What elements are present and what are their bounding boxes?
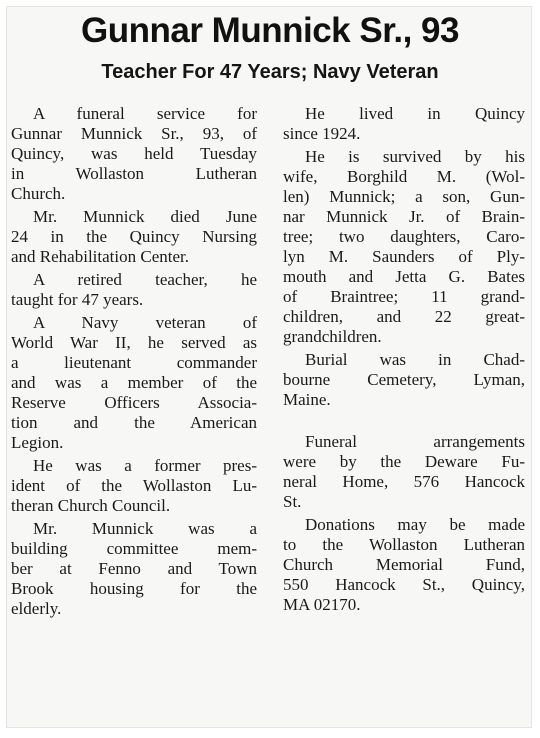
paragraph (11, 104, 257, 204)
text-line: 24 in the Quincy Nursing (11, 227, 257, 246)
text-line: of Braintree; 11 grand- (283, 287, 525, 306)
text-line: mouth and Jetta G. Bates (283, 267, 525, 286)
paragraph (11, 313, 257, 453)
text-line: MA 02170. (283, 595, 361, 614)
text-line: tion and the American (11, 413, 257, 432)
text-line: wife, Borghild M. (Wol- (283, 167, 525, 186)
paragraph-gap (283, 413, 525, 432)
text-line: He lived in Quincy (305, 104, 525, 123)
text-line: theran Church Council. (11, 496, 171, 515)
text-line: A funeral service for (33, 104, 257, 123)
text-line: Mr. Munnick died June (33, 207, 257, 226)
left-column (11, 104, 257, 622)
text-line: ident of the Wollaston Lu- (11, 476, 257, 495)
text-line: len) Munnick; a son, Gun- (283, 187, 525, 206)
text-line: were by the Deware Fu- (283, 452, 525, 471)
text-line: nar Munnick Jr. of Brain- (283, 207, 525, 226)
obituary-headline: Gunnar Munnick Sr., 93 (81, 11, 459, 50)
text-line: Funeral arrangements (305, 432, 525, 451)
text-line: a lieutenant commander (11, 353, 257, 372)
text-line: Brook housing for the (11, 579, 257, 598)
text-line: World War II, he served as (11, 333, 257, 352)
paragraph (11, 207, 257, 267)
text-line: Church. (11, 184, 66, 203)
text-line: A retired teacher, he (33, 270, 257, 289)
text-line: lyn M. Saunders of Ply- (283, 247, 525, 266)
text-line: building committee mem- (11, 539, 257, 558)
text-line: tree; two daughters, Caro- (283, 227, 525, 246)
text-line: bourne Cemetery, Lyman, (283, 370, 525, 389)
obituary-subheadline: Teacher For 47 Years; Navy Veteran (101, 61, 439, 83)
paragraph (11, 519, 257, 619)
text-line: children, and 22 great- (283, 307, 525, 326)
text-line: Mr. Munnick was a (33, 519, 257, 538)
text-line: 550 Hancock St., Quincy, (283, 575, 525, 594)
paragraph (283, 147, 525, 347)
text-line: Legion. (11, 433, 64, 452)
text-line: Donations may be made (305, 515, 525, 534)
paragraph (11, 270, 257, 310)
text-line: Burial was in Chad- (305, 350, 525, 369)
right-column (283, 104, 525, 618)
paragraph (283, 515, 525, 615)
text-line: and Rehabilitation Center. (11, 247, 189, 266)
paragraph (283, 350, 525, 410)
text-line: Gunnar Munnick Sr., 93, of (11, 124, 257, 143)
text-line: He is survived by his (305, 147, 525, 166)
text-line: taught for 47 years. (11, 290, 144, 309)
text-line: since 1924. (283, 124, 361, 143)
paragraph (11, 456, 257, 516)
paragraph (283, 104, 525, 144)
text-line: to the Wollaston Lutheran (283, 535, 525, 554)
text-line: Reserve Officers Associa- (11, 393, 257, 412)
text-line: Quincy, was held Tuesday (11, 144, 257, 163)
text-line: and was a member of the (11, 373, 257, 392)
text-line: in Wollaston Lutheran (11, 164, 257, 183)
text-line: Church Memorial Fund, (283, 555, 525, 574)
text-line: grandchildren. (283, 327, 382, 346)
text-line: neral Home, 576 Hancock (283, 472, 525, 491)
text-line: A Navy veteran of (33, 313, 257, 332)
text-line: Maine. (283, 390, 331, 409)
text-line: He was a former pres- (33, 456, 257, 475)
text-line: St. (283, 492, 302, 511)
paragraph (283, 432, 525, 512)
text-line: ber at Fenno and Town (11, 559, 257, 578)
text-line: elderly. (11, 599, 62, 618)
